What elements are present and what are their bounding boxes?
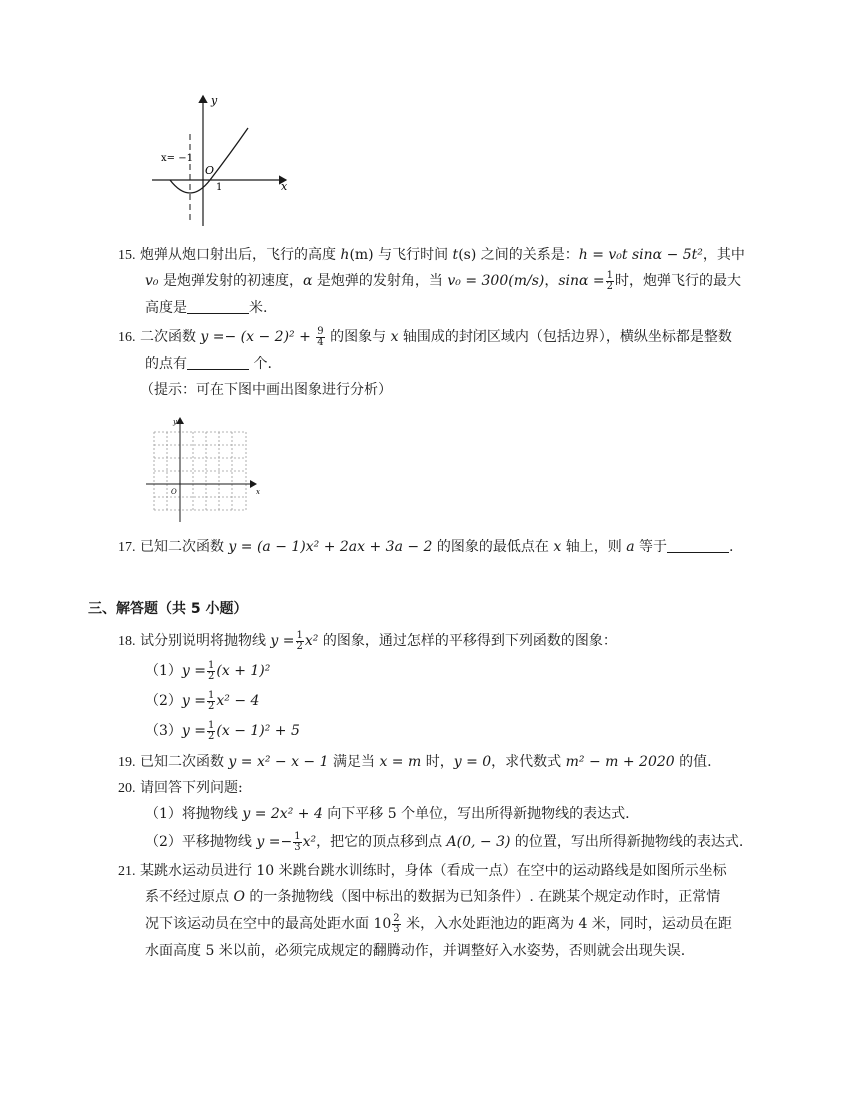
q18-frac-den: 2 [208,700,215,712]
q15-h: h [340,247,350,263]
q16-text: 二次函数 [139,329,201,345]
q16-text: 的点有 [145,356,187,372]
q20-number: 20. [118,781,136,796]
q20-item2-y: y =− [256,834,293,850]
q18-text: 的图象，通过怎样的平移得到下列函数的图象： [318,633,617,649]
q17-text: 等于 [634,539,667,555]
q17-text: 已知二次函数 [139,539,229,555]
grid-origin-label: O [171,488,177,496]
q18-frac-num: 1 [208,719,215,731]
fig-one-label: 1 [216,182,223,193]
q18-line [118,630,617,653]
q20-text: ，把它的顶点移到点 [316,834,447,850]
fig-origin-label: O [205,164,215,177]
q18-item2-formula: x² − 4 [216,693,260,709]
q17-number: 17. [118,540,136,555]
fig-axis-line-label: x= −1 [161,153,193,164]
q15-text: 高度是 [145,300,187,316]
q21-frac-den: 3 [393,923,400,935]
q15-unit-m: (m) [349,247,374,263]
q21-number: 21. [118,864,136,879]
q17-formula: y = (a − 1)x² + 2ax + 3a − 2 [228,539,433,555]
q16-hint [140,379,392,401]
q18-fraction [207,661,215,682]
q15-text: 与飞行时间 [373,247,453,263]
q18-item1 [145,660,270,682]
q20-text: （2）平移抛物线 [145,834,257,850]
q21-line1 [118,860,727,883]
q15-line3 [145,297,267,319]
q17-text: 的图象的最低点在 [432,539,554,555]
q19-number: 19. [118,755,136,770]
q18-frac-den: 2 [208,670,215,682]
q18-number: 18. [118,634,136,649]
q18-frac-num: 1 [296,629,303,641]
q16-text: 个. [249,356,272,372]
q17-text: 轴上，则 [561,539,627,555]
q17-text: . [729,539,734,555]
q18-item1-label: （1） [145,663,182,679]
q16-x: x [390,329,399,345]
q21-line2 [145,886,720,908]
q20-item2-x2: x² [302,834,317,850]
q19-cond1: x = m [379,754,422,770]
q20-point-a: A(0, − 3) [446,834,511,850]
q17-x: x [553,539,562,555]
q15-number: 15. [118,248,136,263]
q19-text: 时， [421,754,454,770]
q18-y: y = [181,693,207,709]
q15-unit-s: (s) [458,247,477,263]
q14-parabola-figure [148,90,298,235]
q18-fraction [207,691,215,712]
q18-item2 [145,690,259,712]
q20-item2 [145,831,743,853]
q20-fraction [293,832,301,853]
q17-answer-blank[interactable] [667,537,729,553]
q16-text: 的图象与 [325,329,391,345]
q20-item1 [145,803,630,825]
q18-frac-num: 1 [208,659,215,671]
fig-x-label: x [281,180,288,193]
q16-line1 [118,326,732,349]
q20-text: 向下平移 5 个单位，写出所得新抛物线的表达式. [322,806,630,822]
q18-fraction [296,631,304,652]
q19-text: 的值. [674,754,712,770]
q20-frac-num: 1 [294,830,301,842]
grid-x-label: x [256,488,260,496]
q18-x2: x² [304,633,319,649]
q17-line [118,536,733,559]
q15-text: 时，炮弹飞行的最大 [615,273,742,289]
q15-fraction [606,271,614,292]
q17-a: a [626,539,635,555]
q15-text: 是炮弹发射的初速度， [158,273,303,289]
q16-answer-blank[interactable] [187,354,249,370]
q20-item1-formula: y = 2x² + 4 [242,806,323,822]
q20-line [118,777,243,800]
q18-y: y = [181,663,207,679]
q15-text: ，其中 [702,247,745,263]
q21-text: 系不经过原点 [145,889,234,905]
q20-text: （1）将抛物线 [145,806,243,822]
q15-text: 炮弹从炮口射出后，飞行的高度 [139,247,341,263]
q21-text: 况下该运动员在空中的最高处距水面 10 [145,916,392,932]
q16-grid-figure [142,410,267,528]
q20-intro: 请回答下列问题: [139,780,243,796]
q15-frac-den: 2 [606,280,614,292]
q16-frac-den: 4 [317,336,324,348]
q19-formula: y = x² − x − 1 [228,754,329,770]
grid-y-label: y [173,418,177,426]
q18-item2-label: （2） [145,693,182,709]
q21-frac-num: 2 [393,912,400,924]
q15-sin: sinα = [558,273,605,289]
q16-text: 轴围成的封闭区域内（包括边界），横纵坐标都是整数 [398,329,732,345]
q16-frac-num: 9 [317,325,324,337]
q21-text: 米，入水处距池边的距离为 4 米，同时，运动员在距 [401,916,732,932]
grid-lines [154,432,246,510]
q15-alpha: α [302,273,313,289]
q18-frac-den: 2 [208,730,215,742]
q15-text: 之间的关系是： [476,247,579,263]
q15-text: 是炮弹的发射角，当 [312,273,448,289]
q19-expression: m² − m + 2020 [565,754,675,770]
q15-text: 米. [249,300,268,316]
q20-frac-den: 3 [294,841,301,853]
q18-item3 [145,720,300,742]
q21-text: 某跳水运动员进行 10 米跳台跳水训练时，身体（看成一点）在空中的运动路线是如图所示坐标 [139,863,727,879]
fig-y-label: y [211,94,218,107]
q15-v0: v₀ [145,273,159,289]
q15-formula: h = v₀t sinα − 5t² [578,247,703,263]
q21-origin-o: O [233,889,245,905]
q15-line1 [118,244,745,267]
q18-text: 试分别说明将抛物线 [139,633,271,649]
q19-text: 满足当 [328,754,380,770]
q16-fraction [316,327,324,348]
section3-title: 三、解答题（共 5 小题） [88,601,248,617]
q18-fraction [207,721,215,742]
q18-y: y = [181,723,207,739]
q20-text: 的位置，写出所得新抛物线的表达式. [510,834,744,850]
q21-line3 [145,913,732,935]
q19-cond2: y = 0 [453,754,492,770]
q18-frac-den: 2 [296,640,303,652]
q18-y: y = [270,633,295,649]
q16-line2 [145,353,272,375]
q21-text: 的一条抛物线（图中标出的数据为已知条件）. 在跳某个规定动作时，正常情 [244,889,721,905]
q18-item3-label: （3） [145,723,182,739]
q18-item3-formula: (x − 1)² + 5 [216,723,300,739]
q15-answer-blank[interactable] [187,298,249,314]
q15-v0-value: v₀ = 300(m/s) [447,273,545,289]
q21-line4 [145,940,685,962]
q15-line2 [145,270,741,292]
q19-text: ，求代数式 [491,754,566,770]
q15-frac-num: 1 [606,269,614,281]
q15-text: ， [544,273,559,289]
q16-number: 16. [118,330,136,345]
q18-item1-formula: (x + 1)² [216,663,271,679]
q19-text: 已知二次函数 [139,754,229,770]
q19-line [118,751,712,774]
q16-formula: y =− (x − 2)² + [200,329,316,345]
q21-fraction [392,914,400,935]
q18-frac-num: 1 [208,689,215,701]
q16-hint-text: （提示：可在下图中画出图象进行分析） [140,382,392,398]
q15-t: t [452,247,459,263]
q21-text: 水面高度 5 米以前，必须完成规定的翻腾动作，并调整好入水姿势，否则就会出现失误. [145,943,686,959]
